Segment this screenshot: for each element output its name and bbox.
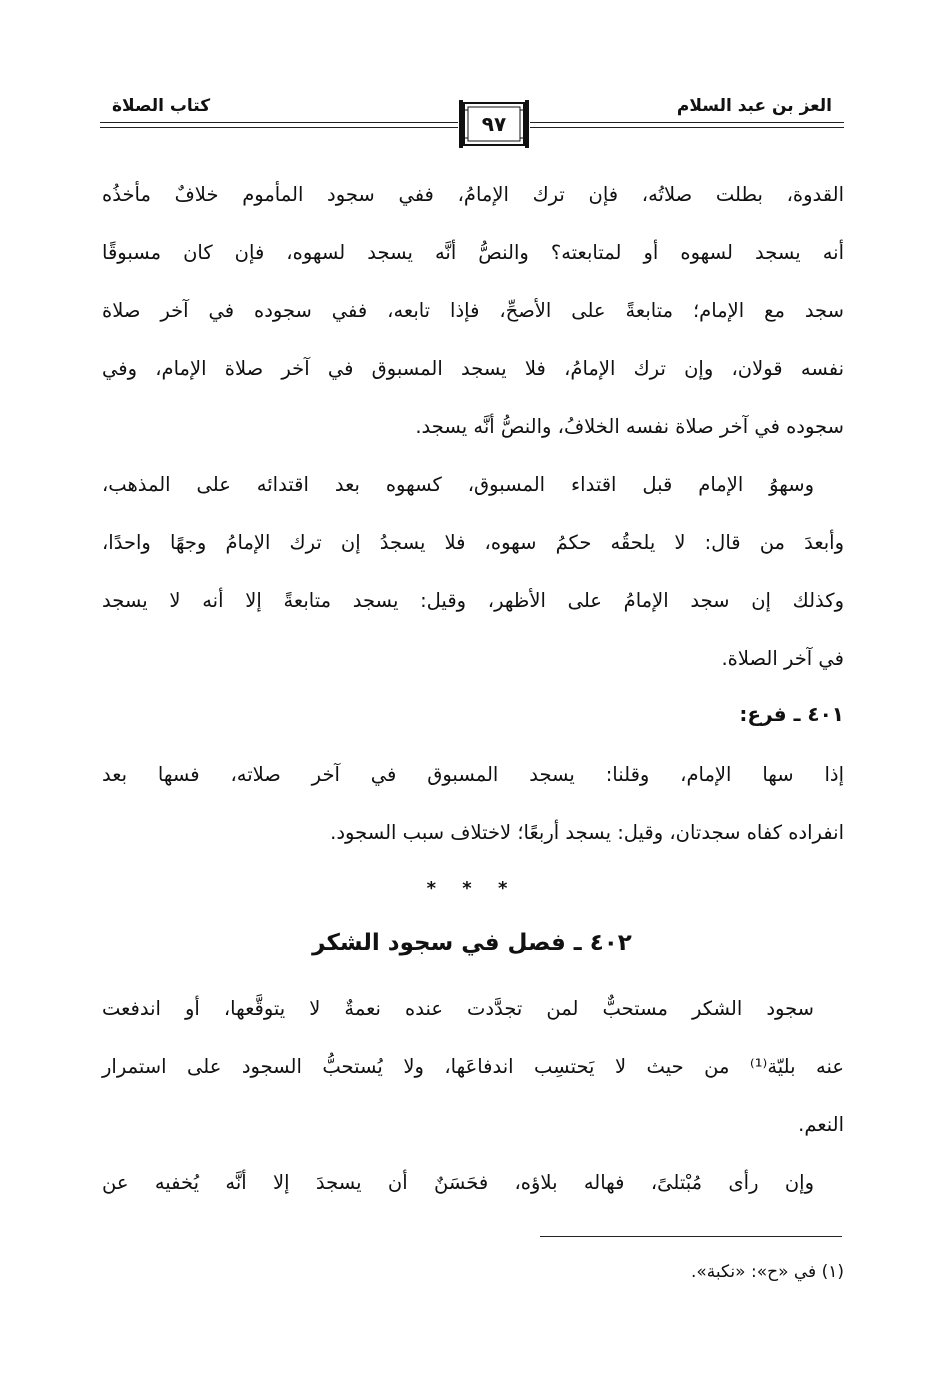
text-line: انفراده كفاه سجدتان، وقيل: يسجد أربعًا؛ لاختلاف سبب السجود. [330,821,844,844]
footnote: (١) في «ح»: «نكبة». [691,1262,844,1282]
text-line: أنه يسجد لسهوه أو لمتابعته؟ والنصُّ أنَّه يسجد لسهوه، فإن كان مسبوقًا [102,241,844,264]
text-line: نفسه قولان، وإن ترك الإمامُ، فلا يسجد المسبوق في آخر صلاة الإمام، وفي [102,357,844,380]
text-line: إذا سها الإمام، وقلنا: يسجد المسبوق في آخر صلاته، فسها بعد [102,763,844,786]
footnote-rule [540,1236,842,1237]
page-number: ٩٧ [481,112,507,136]
text-line: سجد مع الإمام؛ متابعةً على الأصحِّ، فإذا تابعه، ففي سجوده في آخر صلاة [102,299,844,322]
text-line: وأبعدَ من قال: لا يلحقُه حكمُ سهوه، فلا يسجدُ إن ترك الإمامُ وجهًا واحدًا، [102,531,844,554]
section-title: ٤٠٢ ـ فصل في سجود الشكر [312,930,632,956]
header-rule-right-thin [530,127,844,128]
page-number-frame [458,100,530,148]
header-rule-left-thin [100,127,458,128]
text-line: وكذلك إن سجد الإمامُ على الأظهر، وقيل: يسجد متابعةً إلا أنه لا يسجد [102,589,844,612]
text-line: وإن رأى مُبْتلىً، فهاله بلاؤه، فحَسَنٌ أن يسجدَ إلا أنَّه يُخفيه عن [102,1171,814,1194]
branch-heading: ٤٠١ ـ فرع: [739,702,844,726]
header-rule-right [530,122,844,123]
running-header-chapter: كتاب الصلاة [112,96,211,116]
text-line: القدوة، بطلت صلاتُه، فإن ترك الإمامُ، ففي سجود المأموم خلافٌ مأخذُه [102,183,844,206]
text-line: وسهوُ الإمام قبل اقتداء المسبوق، كسهوه بعد اقتدائه على المذهب، [102,473,814,496]
text-line: سجود الشكر مستحبٌّ لمن تجدَّدت عنده نعمةٌ لا يتوقَّعها، أو اندفعت [102,997,814,1020]
section-separator: * * * [426,878,518,899]
text-line: سجوده في آخر صلاة نفسه الخلافُ، والنصُّ أنَّه يسجد. [415,415,844,438]
header-rule-left [100,122,458,123]
text-line: في آخر الصلاة. [721,647,844,670]
text-line: النعم. [798,1113,844,1136]
running-header-author: العز بن عبد السلام [676,96,832,116]
text-line: عنه بليّة⁽¹⁾ من حيث لا يَحتسِب اندفاعَها، ولا يُستحبُّ السجود على استمرار [102,1055,844,1078]
